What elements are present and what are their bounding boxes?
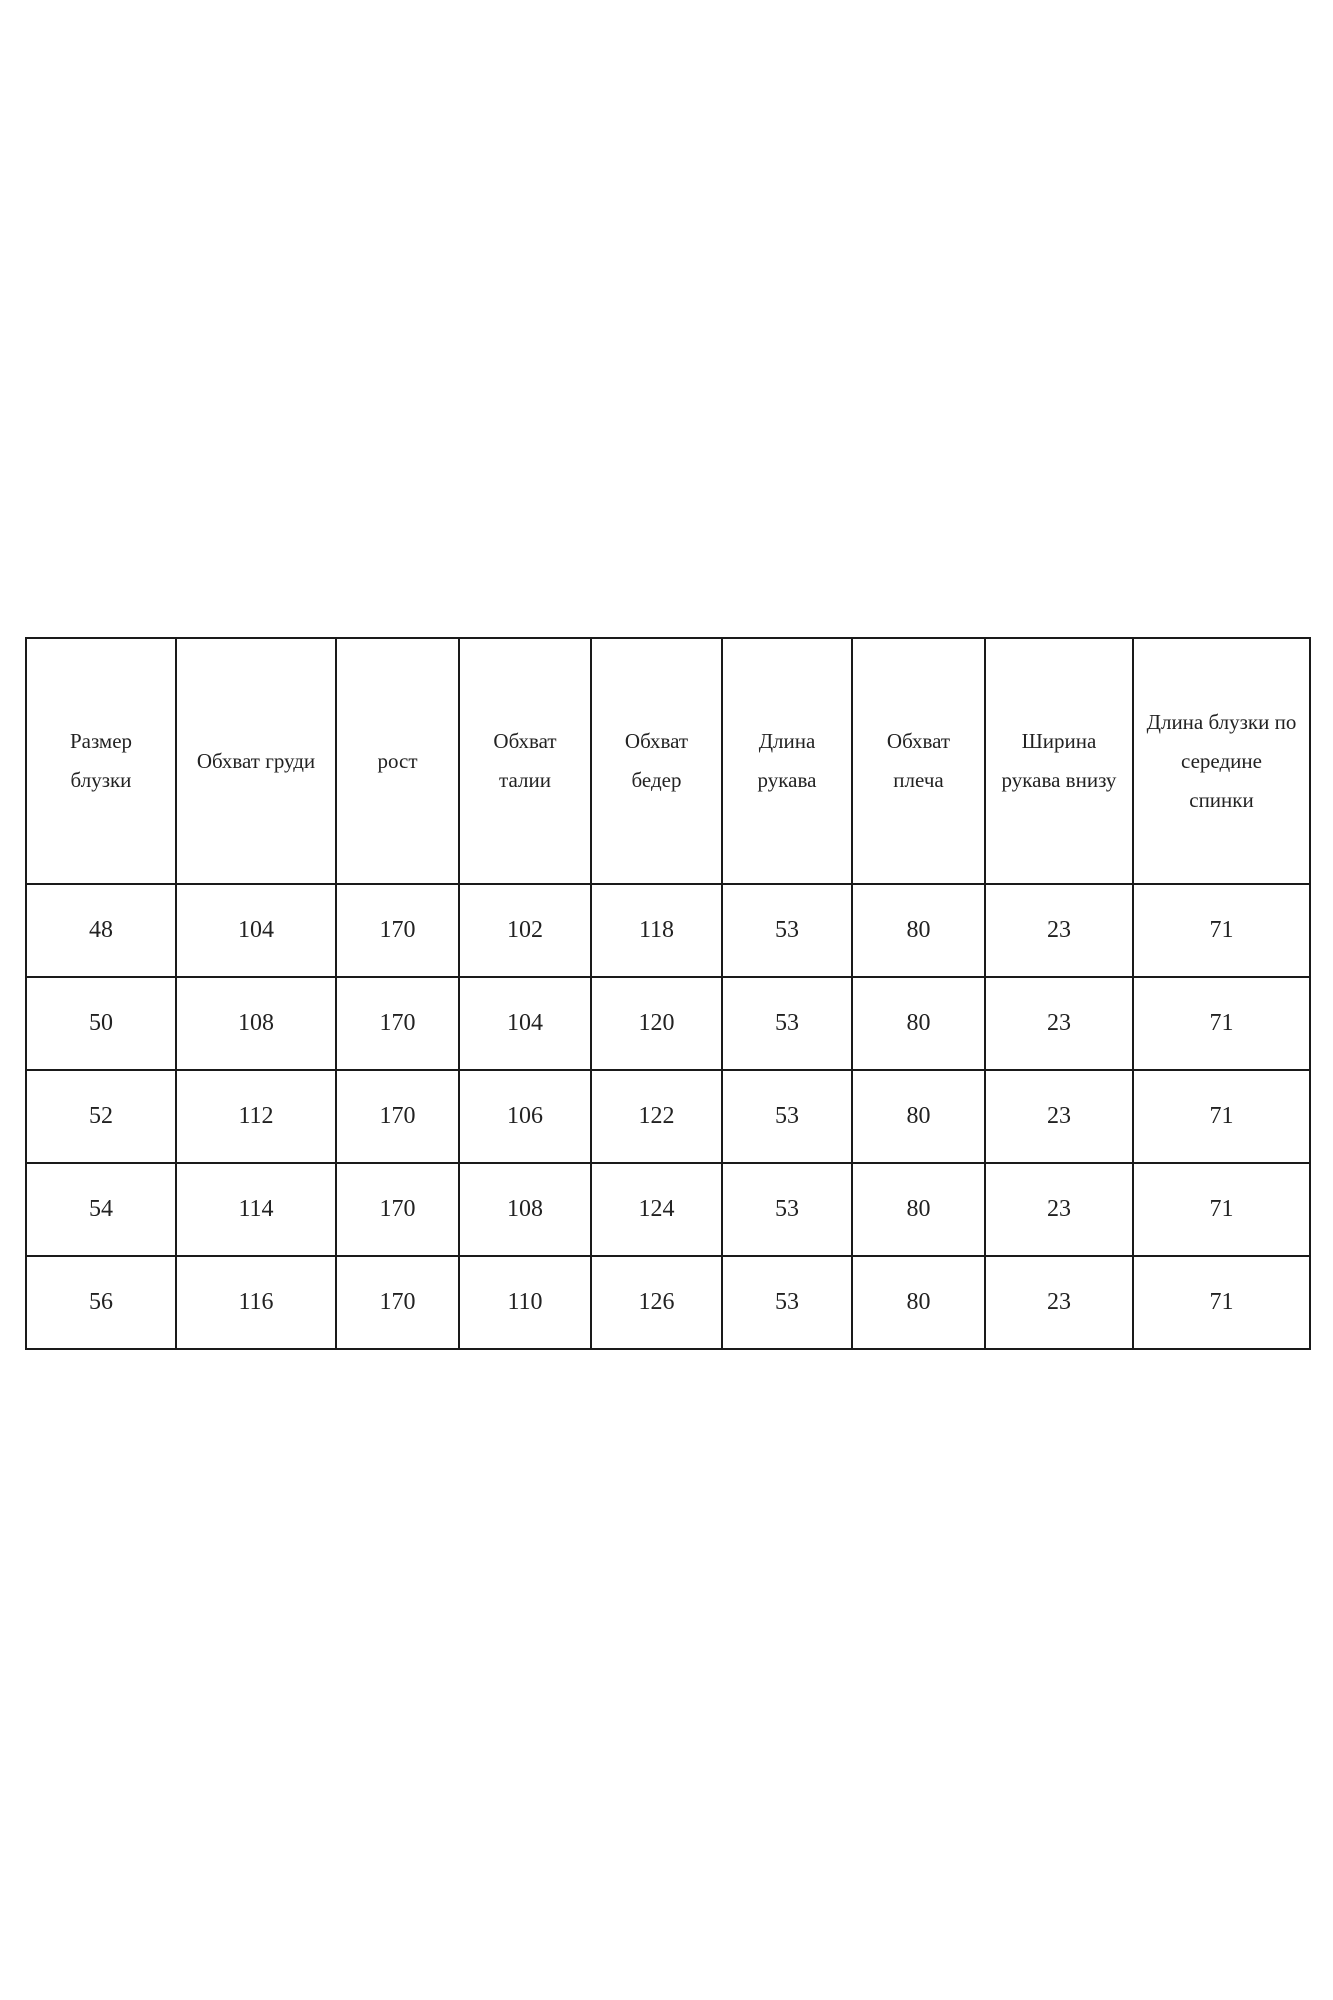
table-cell: 170: [336, 884, 459, 977]
header-label-blouse-length: Длина блузки по середине спинки: [1146, 709, 1297, 812]
table-cell: 104: [176, 884, 336, 977]
header-cell-size: [26, 638, 176, 884]
header-label-size: Размер блузки: [69, 729, 133, 792]
table-cell: 80: [852, 1163, 985, 1256]
table-cell: 124: [591, 1163, 722, 1256]
table-row: [26, 1070, 1310, 1163]
table-cell: 56: [26, 1256, 176, 1349]
table-cell: 120: [591, 977, 722, 1070]
header-cell-chest: [176, 638, 336, 884]
table-cell: 116: [176, 1256, 336, 1349]
table-cell: 53: [722, 977, 852, 1070]
table-cell: 80: [852, 884, 985, 977]
header-cell-hips: [591, 638, 722, 884]
header-cell-sleeve-length: [722, 638, 852, 884]
header-label-height: рост: [377, 748, 418, 773]
table-row: [26, 977, 1310, 1070]
table-cell: 170: [336, 1163, 459, 1256]
table-cell: 48: [26, 884, 176, 977]
table-cell: 23: [985, 977, 1133, 1070]
table-cell: 71: [1133, 1070, 1310, 1163]
table-cell: 52: [26, 1070, 176, 1163]
header-label-sleeve-length: Длина рукава: [757, 729, 817, 792]
table-cell: 53: [722, 1070, 852, 1163]
table-cell: 108: [459, 1163, 591, 1256]
table-cell: 23: [985, 1163, 1133, 1256]
size-chart-table: [25, 637, 1311, 1350]
header-cell-height: [336, 638, 459, 884]
table-cell: 170: [336, 977, 459, 1070]
table-cell: 104: [459, 977, 591, 1070]
table-cell: 102: [459, 884, 591, 977]
table-cell: 71: [1133, 884, 1310, 977]
table-cell: 170: [336, 1070, 459, 1163]
table-row: [26, 884, 1310, 977]
table-cell: 23: [985, 884, 1133, 977]
table-cell: 71: [1133, 1163, 1310, 1256]
header-cell-sleeve-width: [985, 638, 1133, 884]
table-cell: 71: [1133, 977, 1310, 1070]
table-cell: 108: [176, 977, 336, 1070]
table-cell: 170: [336, 1256, 459, 1349]
table-cell: 122: [591, 1070, 722, 1163]
header-label-waist: Обхват талии: [493, 729, 557, 792]
header-label-chest: Обхват груди: [196, 748, 316, 773]
table-row: [26, 1256, 1310, 1349]
table-cell: 126: [591, 1256, 722, 1349]
table-cell: 112: [176, 1070, 336, 1163]
table-cell: 80: [852, 1256, 985, 1349]
table-cell: 53: [722, 1256, 852, 1349]
header-cell-blouse-length: [1133, 638, 1310, 884]
header-label-hips: Обхват бедер: [624, 729, 689, 792]
table-cell: 106: [459, 1070, 591, 1163]
table-cell: 53: [722, 884, 852, 977]
header-label-sleeve-width: Ширина рукава внизу: [1001, 729, 1117, 792]
table-cell: 23: [985, 1070, 1133, 1163]
table-cell: 118: [591, 884, 722, 977]
table-cell: 53: [722, 1163, 852, 1256]
table-cell: 54: [26, 1163, 176, 1256]
header-label-shoulder: Обхват плеча: [886, 729, 951, 792]
header-cell-waist: [459, 638, 591, 884]
table-cell: 50: [26, 977, 176, 1070]
table-header-row: [26, 638, 1310, 884]
header-cell-shoulder: [852, 638, 985, 884]
table-cell: 114: [176, 1163, 336, 1256]
table-cell: 80: [852, 977, 985, 1070]
table-cell: 23: [985, 1256, 1133, 1349]
table-cell: 71: [1133, 1256, 1310, 1349]
table-cell: 80: [852, 1070, 985, 1163]
table-row: [26, 1163, 1310, 1256]
table-cell: 110: [459, 1256, 591, 1349]
